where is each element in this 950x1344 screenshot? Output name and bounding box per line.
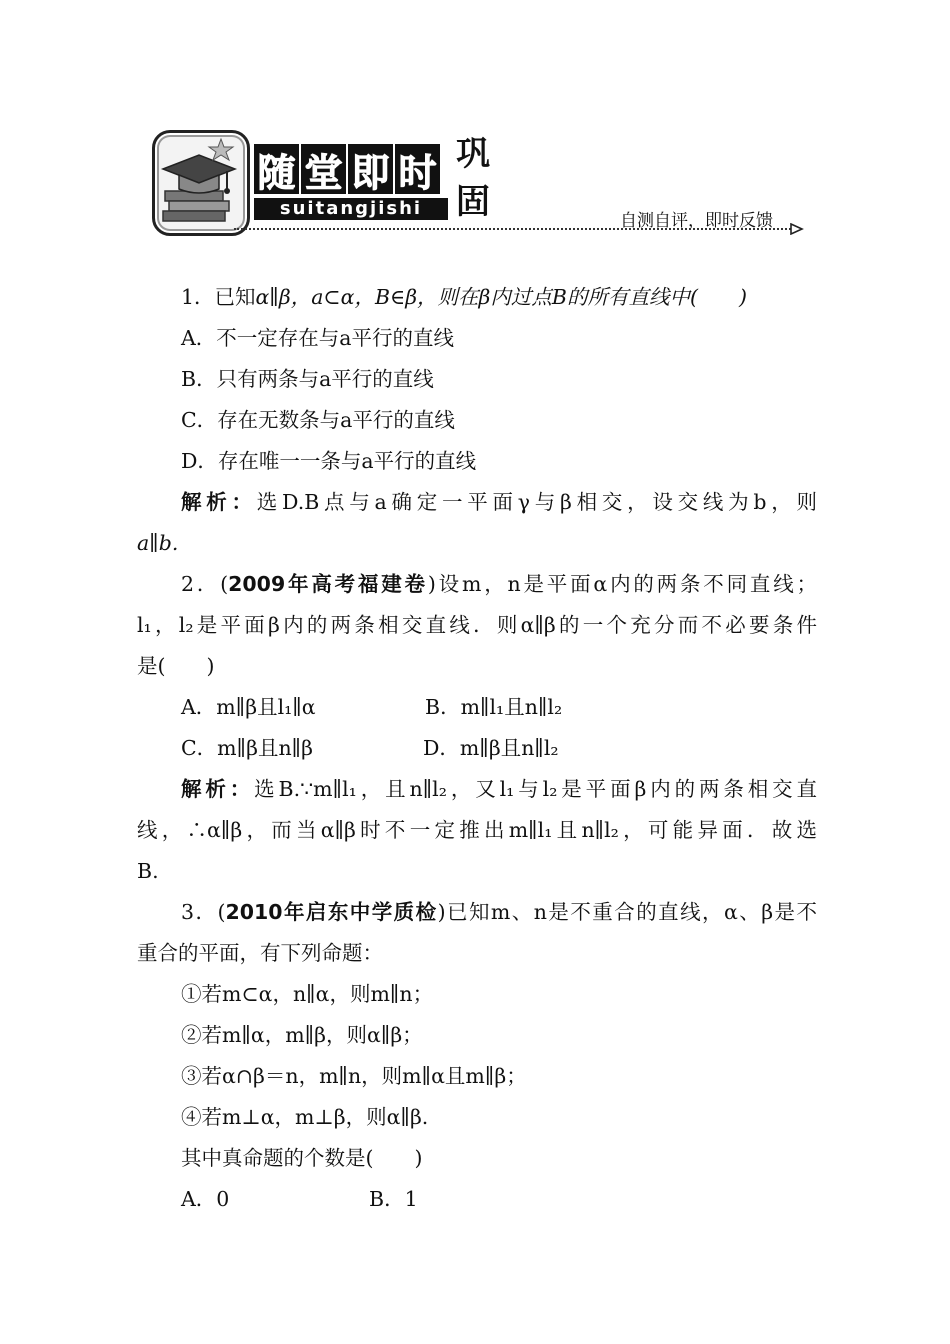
q2-option-a: A．m∥β且l₁∥α xyxy=(181,695,316,719)
q2-option-b: B．m∥l₁且n∥l₂ xyxy=(425,695,563,719)
answer-label: 解析： xyxy=(181,490,257,514)
q3-question: 其中真命题的个数是( ) xyxy=(181,1146,423,1170)
banner-title-char: 随 xyxy=(254,144,299,194)
q1-answer-line2: a∥b. xyxy=(137,531,179,555)
q2-answer-line3: B. xyxy=(137,859,159,883)
q2-option-c: C．m∥β且n∥β xyxy=(181,736,313,760)
q3-number: 3．( xyxy=(181,900,226,924)
q2-number: 2．( xyxy=(181,572,229,596)
banner-title-char: 时 xyxy=(395,144,440,194)
banner-title xyxy=(254,144,444,196)
q2-stem-line3: 是( ) xyxy=(137,654,215,678)
q1-stem-number: 1．已知 xyxy=(181,285,256,309)
q1-option-d: D．存在唯一一条与a平行的直线 xyxy=(181,449,477,473)
banner-side-title xyxy=(456,130,496,230)
q2-stem-text: l₁，l₂是平面β内的两条相交直线．则α∥β的一个充分而不必要条件 xyxy=(137,613,817,637)
q1-option-c: C．存在无数条与a平行的直线 xyxy=(181,408,455,432)
q3-proposition-4: ④若m⊥α，m⊥β，则α∥β. xyxy=(181,1105,429,1129)
q2-stem-text: )设m，n是平面α内的两条不同直线； xyxy=(427,572,817,596)
q2-stem-line2 xyxy=(137,610,817,640)
q1-stem-text: α∥β，a⊂α，B∈β，则在β内过点B的所有直线中( ) xyxy=(255,285,747,309)
q3-proposition-3: ③若α∩β＝n，m∥n，则m∥α且m∥β； xyxy=(181,1064,527,1088)
q3-stem-line2: 重合的平面，有下列命题： xyxy=(137,941,383,965)
triangle-arrow-icon xyxy=(790,223,804,235)
q1-option-a: A．不一定存在与a平行的直线 xyxy=(181,326,455,350)
q2-answer-line1 xyxy=(181,774,817,804)
logo-badge xyxy=(152,130,250,236)
banner-pinyin: suitangjishi xyxy=(254,198,448,220)
q1-option-b: B．只有两条与a平行的直线 xyxy=(181,367,434,391)
banner-title-char: 堂 xyxy=(301,144,346,194)
banner-divider xyxy=(234,228,794,230)
q2-source: 2009年高考福建卷 xyxy=(228,572,428,596)
banner-slogan: 自测自评，即时反馈 xyxy=(620,211,773,231)
q3-proposition-1: ①若m⊂α，n∥α，则m∥n； xyxy=(181,982,434,1006)
q3-proposition-2: ②若m∥α，m∥β，则α∥β； xyxy=(181,1023,423,1047)
q2-option-d: D．m∥β且n∥l₂ xyxy=(423,736,559,760)
q3-option-a: A．0 xyxy=(181,1187,230,1211)
q3-source: 2010年启东中学质检 xyxy=(225,900,438,924)
q3-stem-text: )已知m、n是不重合的直线，α、β是不 xyxy=(437,900,817,924)
q3-option-b: B．1 xyxy=(369,1187,418,1211)
q1-answer-line1 xyxy=(181,487,817,517)
graduation-cap-books-icon xyxy=(155,133,247,233)
banner-side-char: 巩 xyxy=(456,134,490,174)
q1-answer-text: 选D.B点与a确定一平面γ与β相交，设交线为b，则 xyxy=(256,490,818,514)
q2-answer-text: 选B.∵m∥l₁，且n∥l₂，又l₁与l₂是平面β内的两条相交直 xyxy=(254,777,817,801)
answer-label: 解析： xyxy=(181,777,255,801)
q2-answer-text: 线，∴α∥β，而当α∥β时不一定推出m∥l₁且n∥l₂，可能异面．故选 xyxy=(137,818,817,842)
banner-side-char: 固 xyxy=(456,182,490,222)
q3-stem-line1 xyxy=(181,897,817,927)
banner-title-char: 即 xyxy=(348,144,393,194)
q2-stem-line1 xyxy=(181,569,817,599)
section-banner xyxy=(150,128,810,240)
q1-stem xyxy=(181,282,747,312)
q2-answer-line2 xyxy=(137,815,817,845)
